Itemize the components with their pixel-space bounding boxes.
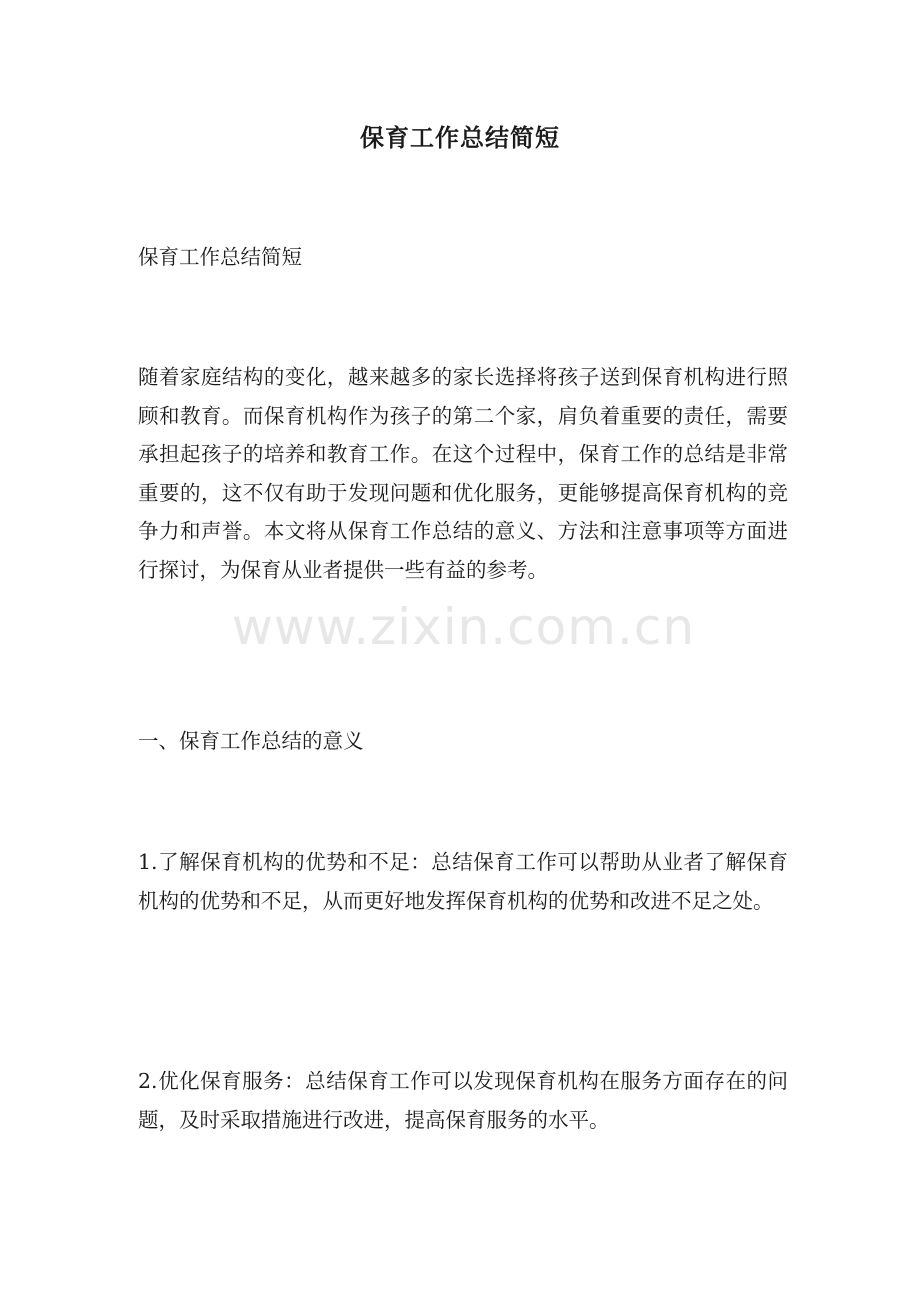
- list-item: 2.优化保育服务：总结保育工作可以发现保育机构在服务方面存在的问题，及时采取措施进行改进，提高保育服务的水平。: [138, 1069, 788, 1132]
- document-title: 保育工作总结简短: [360, 124, 560, 152]
- list-item: 1.了解保育机构的优势和不足：总结保育工作可以帮助从业者了解保育机构的优势和不足，从而更好地发挥保育机构的优势和改进不足之处。: [138, 850, 788, 913]
- watermark: www.zixin.com.cn: [232, 598, 696, 656]
- section-heading: 一、保育工作总结的意义: [138, 729, 364, 753]
- intro-paragraph: 随着家庭结构的变化，越来越多的家长选择将孩子送到保育机构进行照顾和教育。而保育机构作为孩子的第二个家，肩负着重要的责任，需要承担起孩子的培养和教育工作。在这个过程中，保育工作的总结是非常重要的，这不仅有助于发现问题和优化服务，更能够提高保育机构的竞争力和声誉。本文将从保育工作总结的意义、方法和注意事项等方面进行探讨，为保育从业者提供一些有益的参考。: [138, 365, 788, 582]
- document-subtitle: 保育工作总结简短: [138, 245, 302, 269]
